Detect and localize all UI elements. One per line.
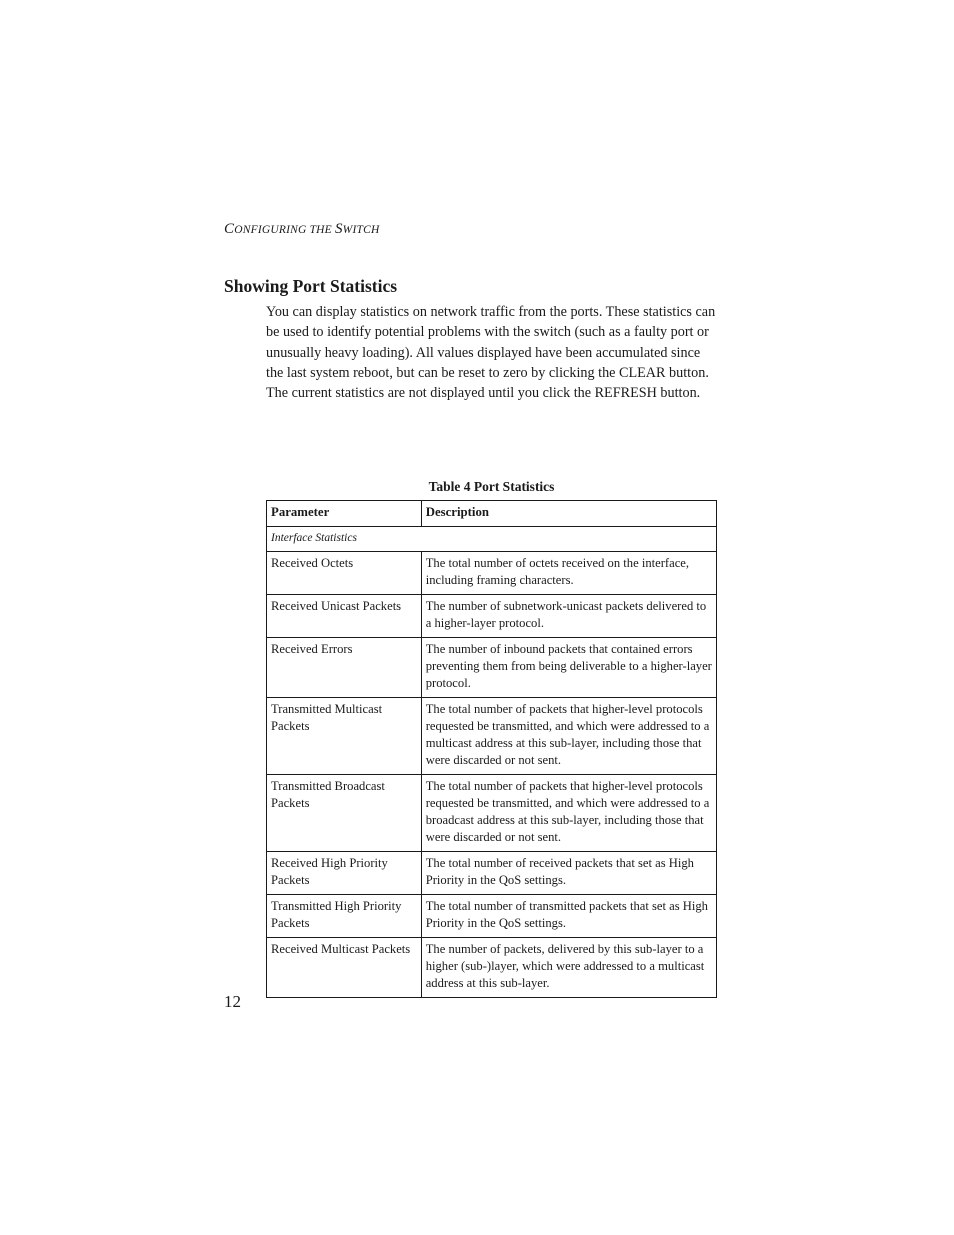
table-row [267, 552, 717, 595]
table-row [267, 638, 717, 698]
table-row [267, 775, 717, 852]
parameter-cell: Received Unicast Packets [267, 595, 422, 638]
description-cell: The total number of transmitted packets that set as High Priority in the QoS settings. [421, 895, 716, 938]
running-head-initial-1: C [224, 221, 235, 237]
parameter-cell: Transmitted Broadcast Packets [267, 775, 422, 852]
section-body: You can display statistics on network traffic from the ports. These statistics can be used to identify potential problems with the switch (such as a faulty port or unusually heavy loading). All values displayed have been accumulated since the last system reboot, but can be reset to zero by clicking the CLEAR button. The current statistics are not displayed until you click the REFRESH button. [266, 304, 716, 402]
parameter-cell: Transmitted Multicast Packets [267, 698, 422, 775]
description-cell: The total number of packets that higher-level protocols requested be transmitted, and which were addressed to a multicast address at this sub-layer, including those that were discarded or not sent. [421, 698, 716, 775]
running-head-word-2: WITCH [342, 224, 380, 236]
group-label: Interface Statistics [267, 527, 717, 552]
description-cell: The total number of octets received on the interface, including framing characters. [421, 552, 716, 595]
section-title: Showing Port Statistics [224, 276, 398, 296]
running-head-word-1: ONFIGURING THE [234, 224, 335, 236]
table-caption: Table 4 Port Statistics [428, 479, 555, 494]
page-number: 12 [224, 992, 241, 1011]
table-row [267, 698, 717, 775]
description-cell: The number of subnetwork-unicast packets delivered to a higher-layer protocol. [421, 595, 716, 638]
table-header-row [267, 501, 717, 527]
parameter-cell: Received Octets [267, 552, 422, 595]
description-cell: The number of inbound packets that contained errors preventing them from being deliverable to a higher-layer protocol. [421, 638, 716, 698]
parameter-cell: Received High Priority Packets [267, 852, 422, 895]
column-header-description: Description [421, 501, 716, 527]
table-row [267, 852, 717, 895]
description-cell: The total number of packets that higher-level protocols requested be transmitted, and which were addressed to a broadcast address at this sub-layer, including those that were discarded or not sent. [421, 775, 716, 852]
table-row [267, 895, 717, 938]
parameter-cell: Received Errors [267, 638, 422, 698]
parameter-cell: Received Multicast Packets [267, 938, 422, 998]
description-cell: The total number of received packets that set as High Priority in the QoS settings. [421, 852, 716, 895]
port-statistics-table [266, 500, 717, 998]
table-row [267, 595, 717, 638]
table-row [267, 938, 717, 998]
column-header-parameter: Parameter [267, 501, 422, 527]
running-head [224, 221, 379, 238]
parameter-cell: Transmitted High Priority Packets [267, 895, 422, 938]
description-cell: The number of packets, delivered by this sub-layer to a higher (sub-)layer, which were addressed to a multicast address at this sub-layer. [421, 938, 716, 998]
running-head-initial-2: S [334, 221, 343, 237]
table-group-row [267, 527, 717, 552]
